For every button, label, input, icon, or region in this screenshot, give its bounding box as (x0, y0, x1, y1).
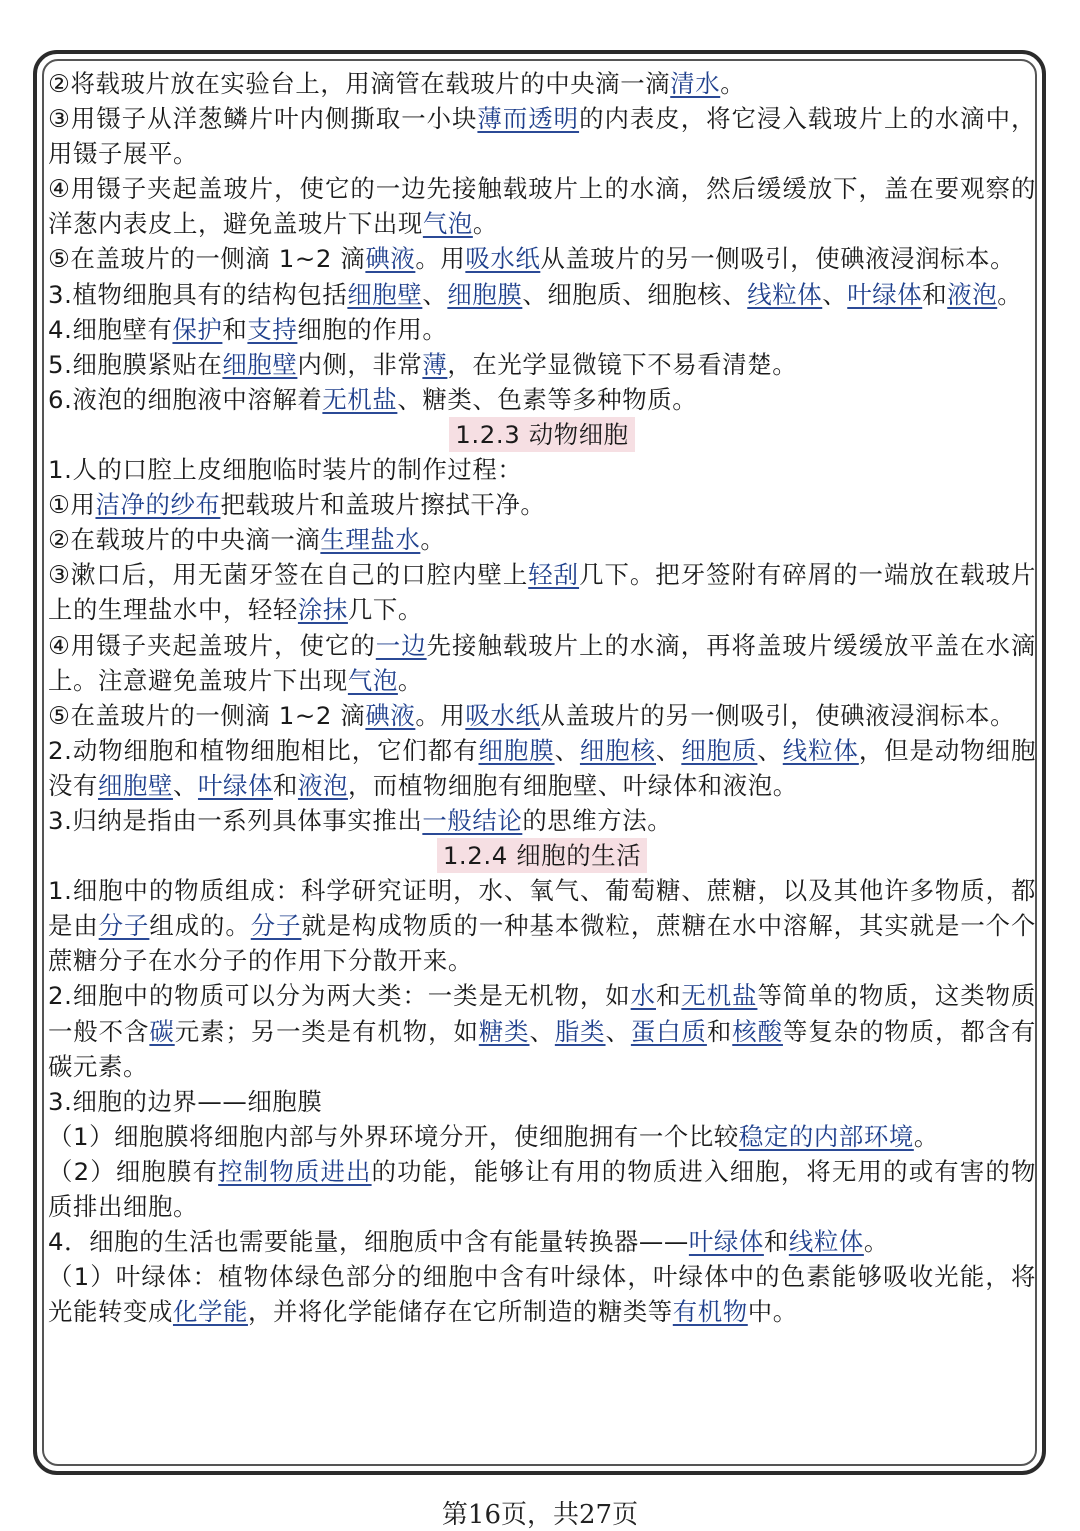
answer-blank: 洁净的纱布 (95, 490, 221, 520)
text-segment: 几下。 (347, 595, 423, 625)
text-segment: 先接触载玻片上的水滴，再将盖玻片缓缓放平盖在水滴上。注意避免盖玻片下出现 (48, 630, 1037, 695)
text-segment: 从盖玻片的另一侧吸引，使碘液浸润标本。 (540, 700, 1016, 730)
answer-blank: 涂抹 (297, 595, 348, 625)
answer-blank: 液泡 (947, 279, 998, 309)
answer-blank: 细胞质 (681, 735, 758, 765)
text-segment: 4.细胞壁有 (48, 314, 173, 344)
text-segment: ，而植物细胞有细胞壁、叶绿体和液泡。 (347, 770, 798, 800)
paragraph (48, 101, 1036, 171)
answer-blank: 吸水纸 (465, 700, 541, 730)
text-segment: 3.细胞的边界——细胞膜 (48, 1086, 323, 1116)
answer-blank: 无机盐 (681, 981, 758, 1011)
text-segment: ，但是动物细胞没有 (48, 735, 1036, 800)
paragraph (48, 733, 1036, 803)
paragraph (48, 522, 1036, 557)
text-segment: 、 (554, 735, 580, 765)
paragraph (48, 487, 1036, 522)
text-segment: 、 (605, 1016, 631, 1046)
text-segment: 和 (922, 279, 948, 309)
text-segment: 就是构成物质的一种基本微粒，蔗糖在水中溶解，其实就是一个个蔗糖分子在水分子的作用下分散开来。 (48, 911, 1036, 976)
text-segment: 、 (529, 1016, 555, 1046)
text-segment: ，在光学显微镜下不易看清楚。 (447, 349, 798, 379)
text-segment: 内侧，非常 (297, 349, 423, 379)
paragraph (48, 873, 1036, 978)
text-segment: ⑤在盖玻片的一侧滴 1~2 滴 (48, 244, 366, 274)
answer-blank: 糖类 (478, 1016, 530, 1046)
paragraph (48, 66, 1036, 101)
answer-blank: 吸水纸 (465, 244, 541, 274)
animal-cell-section (48, 452, 1036, 838)
text-segment: 3.植物细胞具有的结构包括 (48, 279, 348, 309)
text-segment: ③用镊子从洋葱鳞片叶内侧撕取一小块 (48, 104, 478, 134)
answer-blank: 碘液 (365, 700, 416, 730)
paragraph (48, 382, 1036, 417)
answer-blank: 细胞核 (579, 735, 656, 765)
text-segment: 5.细胞膜紧贴在 (48, 349, 223, 379)
paragraph (48, 277, 1036, 312)
paragraph (48, 347, 1036, 382)
text-segment: 、 (422, 279, 448, 309)
text-segment: 1.细胞中的物质组成：科学研究证明，水、氧气、葡萄糖、蔗糖，以及其他许多物质，都是由 (48, 876, 1036, 941)
paragraph (48, 1154, 1036, 1224)
text-segment: 把载玻片和盖玻片擦拭干净。 (220, 490, 546, 520)
text-segment: 从盖玻片的另一侧吸引，使碘液浸润标本。 (540, 244, 1016, 274)
text-segment: （1）叶绿体：植物体绿色部分的细胞中含有叶绿体，叶绿体中的色素能够吸收光能，将光能转变成 (48, 1262, 1036, 1327)
text-segment: 的思维方法。 (522, 805, 673, 835)
answer-blank: 水 (630, 981, 656, 1011)
text-segment: 等复杂的物质，都含有碳元素。 (48, 1016, 1036, 1081)
text-segment: （2）细胞膜有 (48, 1156, 219, 1186)
answer-blank: 液泡 (297, 770, 348, 800)
paragraph (48, 978, 1036, 1083)
answer-blank: 化学能 (172, 1297, 248, 1327)
text-segment: ②将载玻片放在实验台上，用滴管在载玻片的中央滴一滴 (48, 69, 671, 98)
paragraph (48, 803, 1036, 838)
text-segment: 3.归纳是指由一系列具体事实推出 (48, 805, 423, 835)
answer-blank: 一边 (375, 630, 427, 660)
section-title-animal-cell: 1.2.3 动物细胞 (449, 417, 634, 452)
text-segment: 元素；另一类是有机物，如 (174, 1016, 479, 1046)
answer-blank: 薄而透明 (477, 104, 580, 134)
text-segment: 。用 (415, 244, 466, 274)
text-segment: ④用镊子夹起盖玻片，使它的 (48, 630, 376, 660)
text-segment: 6.液泡的细胞液中溶解着 (48, 384, 323, 414)
answer-blank: 碘液 (365, 244, 416, 274)
section-title-cell-life: 1.2.4 细胞的生活 (437, 838, 647, 873)
text-segment: 、 (757, 735, 783, 765)
answer-blank: 细胞壁 (222, 349, 298, 379)
cell-life-section (48, 873, 1036, 1329)
answer-blank: 生理盐水 (320, 525, 421, 555)
answer-blank: 有机物 (672, 1297, 748, 1327)
answer-blank: 线粒体 (788, 1227, 864, 1257)
section-heading-row (48, 838, 1036, 873)
answer-blank: 线粒体 (747, 279, 823, 309)
answer-blank: 一般结论 (422, 805, 523, 835)
text-segment: 。 (472, 209, 498, 239)
text-segment: 和 (272, 770, 298, 800)
text-segment: 2.动物细胞和植物细胞相比，它们都有 (48, 735, 479, 765)
document-content (48, 66, 1036, 1329)
answer-blank: 脂类 (554, 1016, 606, 1046)
text-segment: ⑤在盖玻片的一侧滴 1~2 滴 (48, 700, 366, 730)
answer-blank: 轻刮 (528, 560, 580, 590)
text-segment: 和 (222, 314, 248, 344)
answer-blank: 支持 (247, 314, 298, 344)
answer-blank: 叶绿体 (847, 279, 923, 309)
paragraph (48, 698, 1036, 733)
paragraph (48, 1224, 1036, 1259)
answer-blank: 细胞膜 (478, 735, 555, 765)
text-segment: 、 (655, 735, 682, 765)
text-segment: 细胞的作用。 (297, 314, 448, 344)
answer-blank: 细胞膜 (447, 279, 523, 309)
answer-blank: 蛋白质 (630, 1016, 707, 1046)
text-segment: 和 (656, 981, 682, 1011)
paragraph (48, 312, 1036, 347)
paragraph (48, 1084, 1036, 1119)
answer-blank: 保护 (172, 314, 223, 344)
answer-blank: 分子 (98, 911, 150, 941)
text-segment: 和 (763, 1227, 789, 1257)
answer-blank: 核酸 (732, 1016, 783, 1046)
paragraph (48, 452, 1036, 487)
text-segment: 。 (720, 69, 746, 98)
text-segment: 。 (913, 1121, 939, 1151)
text-segment: 2.细胞中的物质可以分为两大类：一类是无机物，如 (48, 981, 631, 1011)
page-number-footer: 第16页，共27页 (441, 1500, 639, 1530)
text-segment: ③漱口后，用无菌牙签在自己的口腔内壁上 (48, 560, 529, 590)
text-segment: 、糖类、色素等多种物质。 (397, 384, 698, 414)
answer-blank: 薄 (422, 349, 448, 379)
answer-blank: 气泡 (422, 209, 473, 239)
text-segment: 。 (397, 665, 423, 695)
text-segment: 、细胞质、细胞核、 (522, 279, 748, 309)
answer-blank: 分子 (250, 911, 302, 941)
answer-blank: 细胞壁 (97, 770, 173, 800)
answer-blank: 线粒体 (782, 735, 859, 765)
text-segment: 的功能，能够让有用的物质进入细胞，将无用的或有害的物质排出细胞。 (48, 1156, 1036, 1221)
text-segment: 、 (172, 770, 198, 800)
text-segment: 。 (863, 1227, 889, 1257)
answer-blank: 细胞壁 (347, 279, 423, 309)
text-segment: ②在载玻片的中央滴一滴 (48, 525, 321, 555)
text-segment: 和 (706, 1016, 733, 1046)
text-segment: 。 (420, 525, 446, 555)
text-segment: 中。 (747, 1297, 798, 1327)
text-segment: 、 (822, 279, 848, 309)
paragraph (48, 557, 1036, 627)
answer-blank: 清水 (670, 69, 721, 98)
paragraph (48, 171, 1036, 241)
text-segment: 。用 (415, 700, 466, 730)
text-segment: ①用 (48, 490, 96, 520)
answer-blank: 无机盐 (322, 384, 398, 414)
text-segment: 1.人的口腔上皮细胞临时装片的制作过程： (48, 455, 523, 485)
text-segment: 。 (997, 279, 1023, 309)
answer-blank: 控制物质进出 (218, 1156, 372, 1186)
text-segment: 几下。把牙签附有碎屑的一端放在载玻片上的生理盐水中，轻轻 (48, 560, 1036, 625)
answer-blank: 稳定的内部环境 (738, 1121, 914, 1151)
text-segment: 4．细胞的生活也需要能量，细胞质中含有能量转换器—— (48, 1227, 689, 1257)
text-segment: ，并将化学能储存在它所制造的糖类等 (247, 1297, 673, 1327)
answer-blank: 气泡 (347, 665, 398, 695)
answer-blank: 碳 (149, 1016, 175, 1046)
text-segment: ④用镊子夹起盖玻片，使它的一边先接触载玻片上的水滴，然后缓缓放下，盖在要观察的洋葱内表皮上，避免盖玻片下出现 (48, 174, 1036, 239)
answer-blank: 叶绿体 (197, 770, 273, 800)
paragraph (48, 1259, 1036, 1329)
paragraph (48, 1119, 1036, 1154)
text-segment: 组成的。 (149, 911, 251, 941)
plant-cell-section (48, 66, 1036, 417)
section-heading-row (48, 417, 1036, 452)
paragraph (48, 241, 1036, 276)
paragraph (48, 628, 1036, 698)
text-segment: 的内表皮，将它浸入载玻片上的水滴中，用镊子展平。 (48, 104, 1036, 169)
answer-blank: 叶绿体 (688, 1227, 764, 1257)
text-segment: 等简单的物质，这类物质一般不含 (48, 981, 1036, 1046)
text-segment: （1）细胞膜将细胞内部与外界环境分开，使细胞拥有一个比较 (48, 1121, 739, 1151)
